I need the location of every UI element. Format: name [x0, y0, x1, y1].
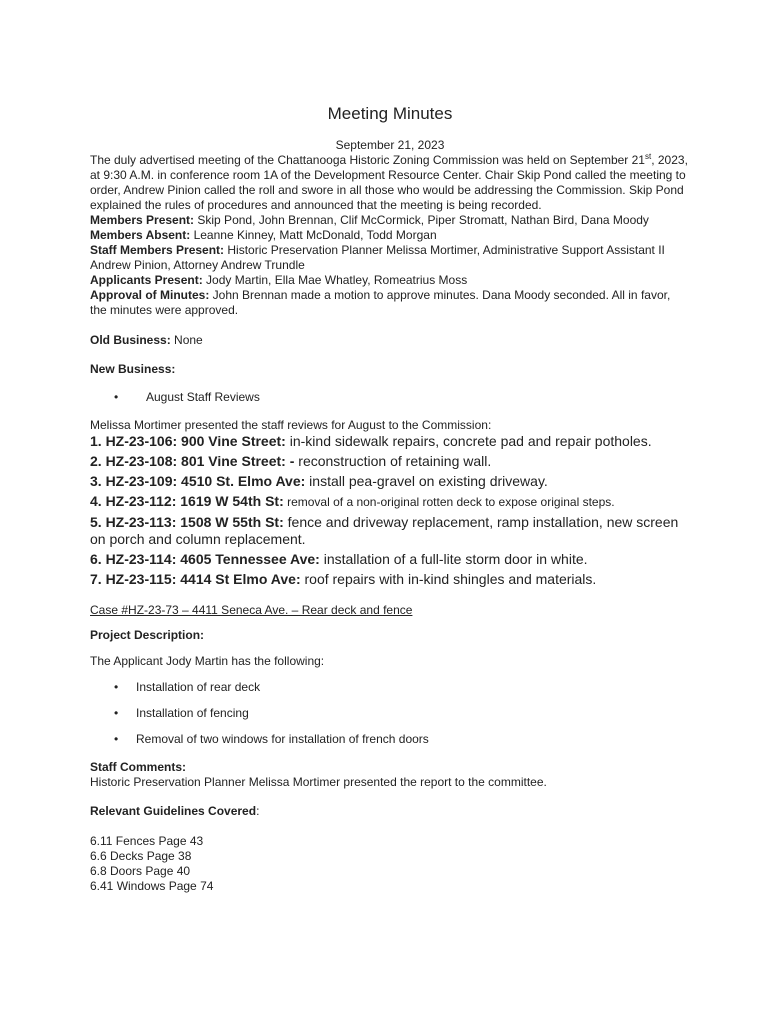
applicants-present-value: Jody Martin, Ella Mae Whatley, Romeatrius Moss — [202, 273, 468, 287]
members-absent — [90, 228, 690, 243]
review-item — [90, 514, 690, 548]
old-business — [90, 333, 690, 348]
intro-superscript: st — [644, 152, 652, 161]
list-item: • Installation of rear deck — [90, 680, 690, 695]
approval-label: Approval of Minutes: — [90, 288, 210, 302]
staff-comments: Historic Preservation Planner Melissa Mortimer presented the report to the committee. — [90, 775, 547, 789]
staff-comments-label — [90, 760, 690, 775]
approval-of-minutes — [90, 288, 690, 318]
staff-comments-heading: Staff Comments: — [90, 760, 187, 774]
review-item — [90, 551, 690, 568]
staff-present-label: Staff Members Present: — [90, 243, 225, 257]
review-item — [90, 473, 690, 490]
list-item: • August Staff Reviews — [90, 390, 690, 405]
review-desc: in-kind sidewalk repairs, concrete pad and repair potholes. — [285, 433, 652, 449]
members-absent-value: Leanne Kinney, Matt McDonald, Todd Morgan — [190, 228, 437, 242]
new-business — [90, 362, 690, 377]
review-label: 1. HZ-23-106: 900 Vine Street: — [90, 433, 286, 449]
new-business-label: New Business: — [90, 362, 176, 376]
intro-paragraph — [90, 153, 690, 213]
guidelines-heading — [90, 804, 690, 819]
intro-text-end: , 2023, at 9:30 A.M. in conference room 1A of the Development Resource Center. Chair Skip Pond called the meeting to order, Andrew Pinion called the roll and swore in all those who would be addressing the Commission. Skip Pond explained the rules of procedures and announced that the meeting is being recorded. — [90, 153, 688, 212]
review-desc: removal of a non-original rotten deck to expose original steps. — [283, 495, 615, 509]
applicants-present-label: Applicants Present: — [90, 273, 203, 287]
review-label: 5. HZ-23-113: 1508 W 55th St: — [90, 514, 284, 530]
staff-present — [90, 243, 690, 273]
project-description — [90, 628, 690, 643]
applicant-intro: The Applicant Jody Martin has the following: — [90, 654, 325, 668]
staff-reviews-intro: Melissa Mortimer presented the staff reviews for August to the Commission: — [90, 418, 492, 432]
review-label: 7. HZ-23-115: 4414 St Elmo Ave: — [90, 571, 301, 587]
review-label: 2. HZ-23-108: 801 Vine Street: - — [90, 453, 295, 469]
document-page — [90, 104, 690, 894]
guideline-item: 6.8 Doors Page 40 — [90, 864, 191, 878]
members-absent-label: Members Absent: — [90, 228, 191, 242]
members-present-label: Members Present: — [90, 213, 195, 227]
applicants-present — [90, 273, 690, 288]
staff-present-value: Historic Preservation Planner Melissa Mortimer, Administrative Support Assistant II Andrew Pinion, Attorney Andrew Trundle — [90, 243, 665, 272]
review-item — [90, 493, 690, 511]
review-desc: fence and driveway replacement, ramp installation, new screen on porch and column replacement. — [90, 514, 679, 547]
review-label: 6. HZ-23-114: 4605 Tennessee Ave: — [90, 551, 320, 567]
case-heading: Case #HZ-23-73 – 4411 Seneca Ave. – Rear deck and fence — [90, 603, 413, 617]
list-item: • Removal of two windows for installation of french doors — [90, 732, 690, 747]
new-business-list — [90, 390, 690, 405]
old-business-label: Old Business: — [90, 333, 171, 347]
review-label: 4. HZ-23-112: 1619 W 54th St: — [90, 493, 284, 509]
staff-reviews-list — [90, 433, 690, 588]
review-desc: installation of a full-lite storm door in white. — [319, 551, 588, 567]
guideline-item: 6.41 Windows Page 74 — [90, 879, 214, 893]
old-business-value: None — [170, 333, 203, 347]
review-desc: reconstruction of retaining wall. — [294, 453, 492, 469]
guidelines-list — [90, 834, 690, 894]
approval-value: John Brennan made a motion to approve minutes. Dana Moody seconded. All in favor, the minutes were approved. — [90, 288, 671, 317]
members-present-value: Skip Pond, John Brennan, Clif McCormick, Piper Stromatt, Nathan Bird, Dana Moody — [194, 213, 649, 227]
review-item — [90, 571, 690, 588]
list-item: • Installation of fencing — [90, 706, 690, 721]
guidelines-label: Relevant Guidelines Covered — [90, 804, 257, 818]
project-items-list — [90, 680, 690, 747]
review-item — [90, 453, 690, 470]
project-description-label: Project Description: — [90, 628, 205, 642]
document-title: Meeting Minutes — [327, 104, 453, 123]
review-label: 3. HZ-23-109: 4510 St. Elmo Ave: — [90, 473, 306, 489]
review-desc: roof repairs with in-kind shingles and materials. — [300, 571, 597, 587]
review-desc: install pea-gravel on existing driveway. — [305, 473, 548, 489]
meeting-date: September 21, 2023 — [335, 138, 445, 152]
guideline-item: 6.11 Fences Page 43 — [90, 834, 204, 848]
review-item — [90, 433, 690, 450]
intro-text-start: The duly advertised meeting of the Chattanooga Historic Zoning Commission was held on September 21 — [90, 153, 645, 167]
guidelines-colon: : — [256, 804, 260, 818]
guideline-item: 6.6 Decks Page 38 — [90, 849, 192, 863]
members-present — [90, 213, 690, 228]
